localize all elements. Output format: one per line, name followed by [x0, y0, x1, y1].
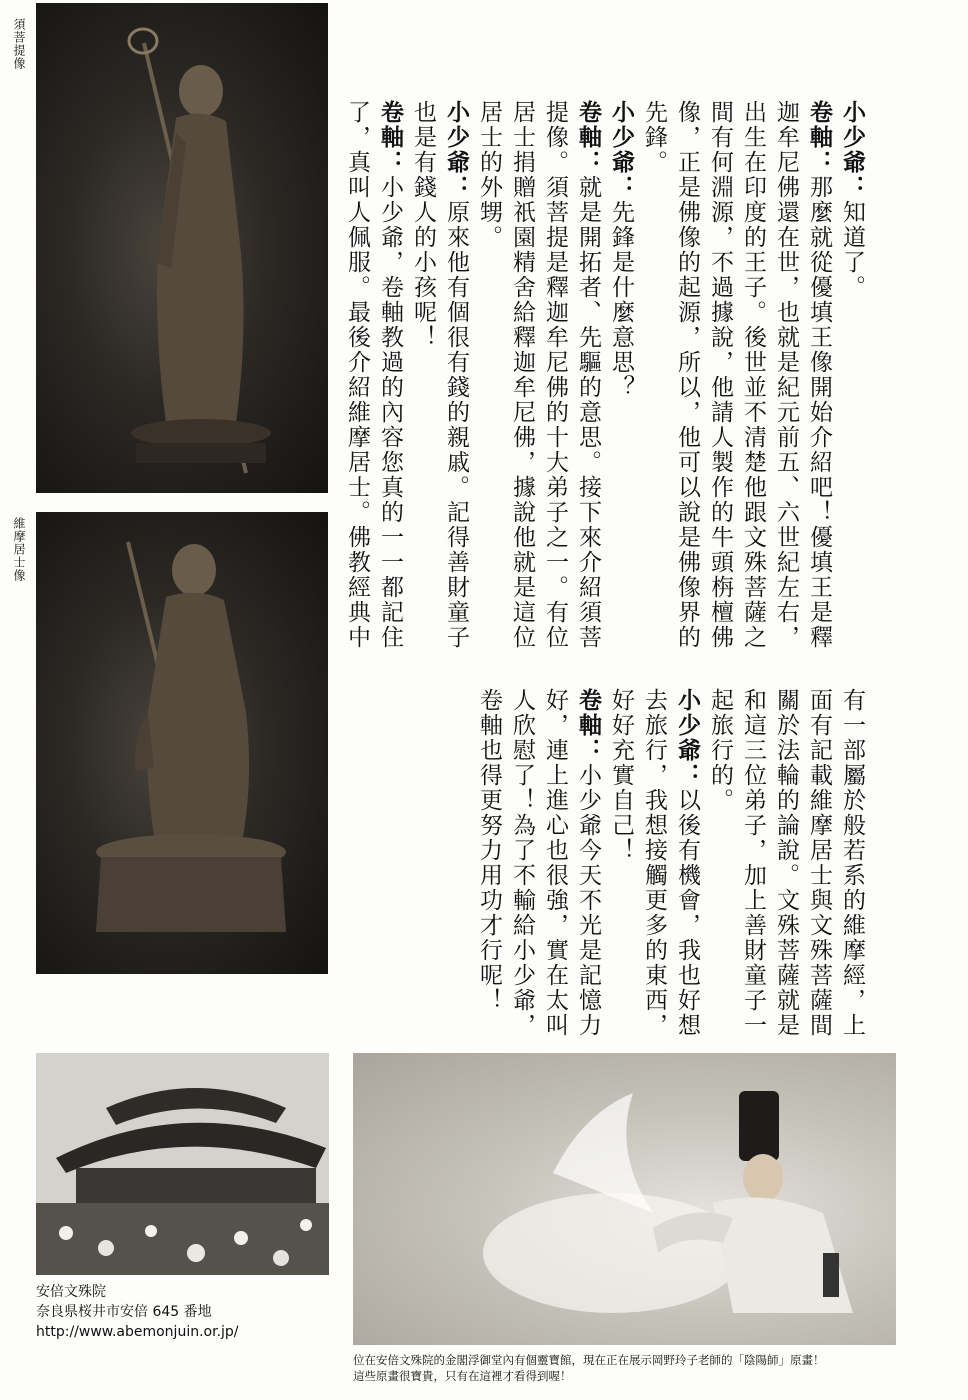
- dialogue-text: 知道了。: [839, 200, 865, 300]
- painting-illustration: [353, 1053, 896, 1345]
- dialogue-line: [604, 100, 637, 660]
- dialogue-text: 就是開拓者、先驅的意思。接下來介紹須菩提像。須菩提是釋迦牟尼佛的十大弟子之一。有位居士捐贈祇園精舍給釋迦牟尼佛，據說他就是這位居士的外甥。: [476, 100, 601, 650]
- dialogue-text: 小少爺今天不光是記憶力好，連上進心也很強，實在太叫人欣慰了！為了不輸給小少爺，卷軸也得更努力用功才行呢！: [476, 688, 601, 1038]
- temple-photo: [36, 1053, 329, 1275]
- subhuti-statue-figure: [36, 3, 328, 493]
- vimalakirti-label: 維摩居士像: [12, 517, 26, 582]
- speaker-label: 卷軸：: [806, 100, 832, 175]
- speaker-label: 小少爺：: [443, 100, 469, 200]
- dialogue-line: [406, 100, 472, 660]
- dialogue-lower: [448, 688, 868, 1038]
- dialogue-line: [472, 688, 604, 1038]
- temple-name: 安倍文殊院: [36, 1284, 106, 1300]
- dialogue-line: [835, 100, 868, 660]
- dialogue-line: [472, 100, 604, 660]
- speaker-label: 卷軸：: [575, 688, 601, 763]
- vimalakirti-statue-photo: [36, 512, 328, 974]
- dialogue-text: 原來他有個很有錢的親戚。記得善財童子也是有錢人的小孩呢！: [410, 100, 469, 650]
- speaker-label: 小少爺：: [674, 688, 700, 788]
- onmyoji-painting: [353, 1053, 896, 1345]
- speaker-label: 小少爺：: [608, 100, 634, 200]
- speaker-label: 小少爺：: [839, 100, 865, 200]
- dialogue-text: 那麼就從優填王像開始介紹吧！優填王是釋迦牟尼佛還在世，也就是紀元前五、六世紀左右，出生在印度的王子。後世並不清楚他跟文殊菩薩之間有何淵源，不過據說，他請人製作的牛頭栴檀佛像，正是佛像的起源，所以，他可以說是佛像界的先鋒。: [641, 100, 832, 650]
- dialogue-upper: [328, 100, 868, 660]
- painting-caption: [353, 1352, 953, 1384]
- vimalakirti-statue-figure: [36, 512, 328, 974]
- dialogue-text: 以後有機會，我也好想去旅行，我想接觸更多的東西，好好充實自己！: [608, 688, 700, 1038]
- dialogue-line: [340, 100, 406, 660]
- dialogue-text: 小少爺，卷軸教過的內容您真的一一都記住了，真叫人佩服。最後介紹維摩居士。佛教經典中: [344, 100, 403, 650]
- dialogue-line: [604, 688, 703, 1038]
- painting-caption-line2: 這些原畫很寶貴，只有在這裡才看得到喔！: [353, 1369, 572, 1383]
- dialogue-text: 有一部屬於般若系的維摩經，上面有記載維摩居士與文殊菩薩間關於法輪的論說。文殊菩薩就是和這三位弟子，加上善財童子一起旅行的。: [707, 688, 865, 1038]
- temple-roof-illustration: [36, 1053, 329, 1275]
- painting-caption-line1: 位在安倍文殊院的金閣浮御堂內有個靈寶館，現在正在展示岡野玲子老師的「陰陽師」原畫！: [353, 1353, 825, 1367]
- temple-url[interactable]: http://www.abemonjuin.or.jp/: [36, 1324, 239, 1340]
- subhuti-statue-photo: [36, 3, 328, 493]
- dialogue-line: [703, 688, 868, 1038]
- dialogue-text: 先鋒是什麼意思？: [608, 200, 634, 400]
- speaker-label: 卷軸：: [575, 100, 601, 175]
- dialogue-line: [637, 100, 835, 660]
- subhuti-label: 須菩提像: [12, 18, 26, 70]
- temple-caption: [36, 1282, 336, 1342]
- temple-address: 奈良県桜井市安倍 645 番地: [36, 1304, 212, 1320]
- speaker-label: 卷軸：: [377, 100, 403, 175]
